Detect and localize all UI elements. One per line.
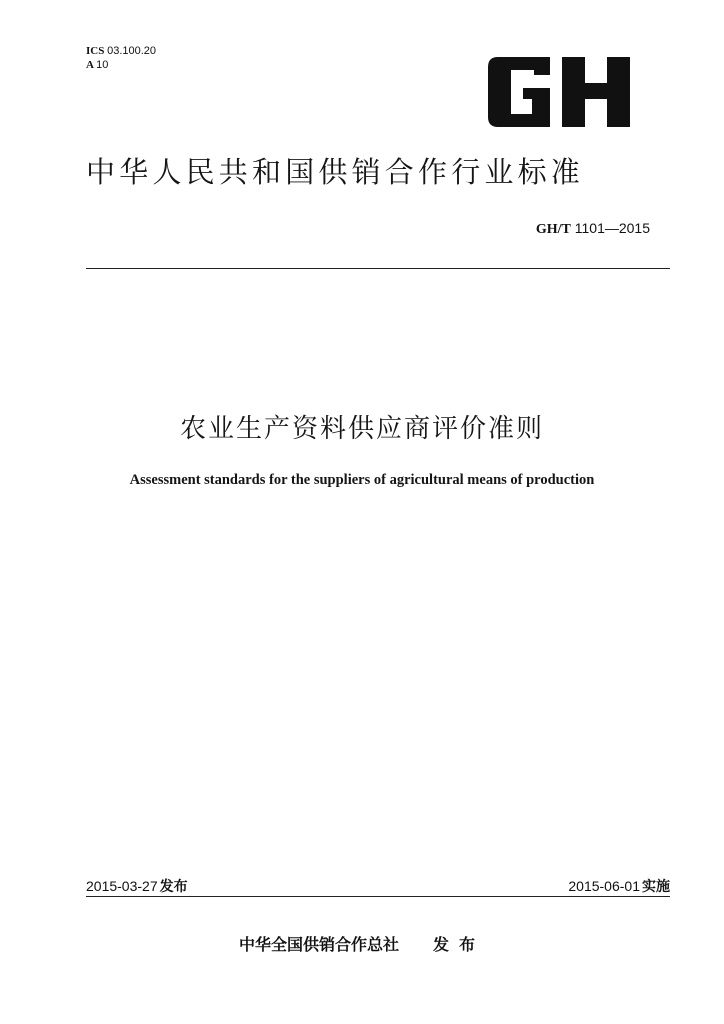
header-divider — [86, 268, 670, 269]
implementation-date — [568, 876, 670, 896]
gh-logo — [488, 57, 630, 127]
ics-label: ICS — [86, 45, 105, 57]
issue-date — [86, 876, 188, 896]
document-title-cn: 农业生产资料供应商评价准则 — [179, 414, 544, 444]
standard-prefix: GH/T — [535, 222, 571, 237]
logo-letter-g — [488, 57, 550, 127]
classification-codes — [86, 44, 156, 72]
logo-letter-h — [562, 57, 630, 127]
impl-date-word: 实施 — [642, 879, 670, 895]
issue-date-word: 发布 — [159, 879, 188, 895]
publisher-name: 中华全国供销合作总社 — [238, 935, 399, 954]
standard-code: 1101—2015 — [574, 220, 650, 236]
impl-date-value: 2015-06-01 — [568, 878, 640, 894]
ics-code — [86, 44, 156, 58]
publisher-action: 发布 — [433, 935, 486, 954]
ccs-label: A — [86, 59, 94, 71]
standard-number — [536, 220, 650, 238]
issue-date-value: 2015-03-27 — [86, 878, 158, 894]
ccs-code — [86, 58, 156, 72]
ccs-number: 10 — [96, 59, 109, 71]
org-title: 中华人民共和国供销合作行业标准 — [86, 155, 585, 189]
publisher-line — [0, 932, 724, 955]
document-title-en: Assessment standards for the suppliers of agricultural means of production — [129, 472, 595, 488]
footer-divider — [86, 896, 670, 897]
ics-number: 03.100.20 — [107, 45, 157, 57]
